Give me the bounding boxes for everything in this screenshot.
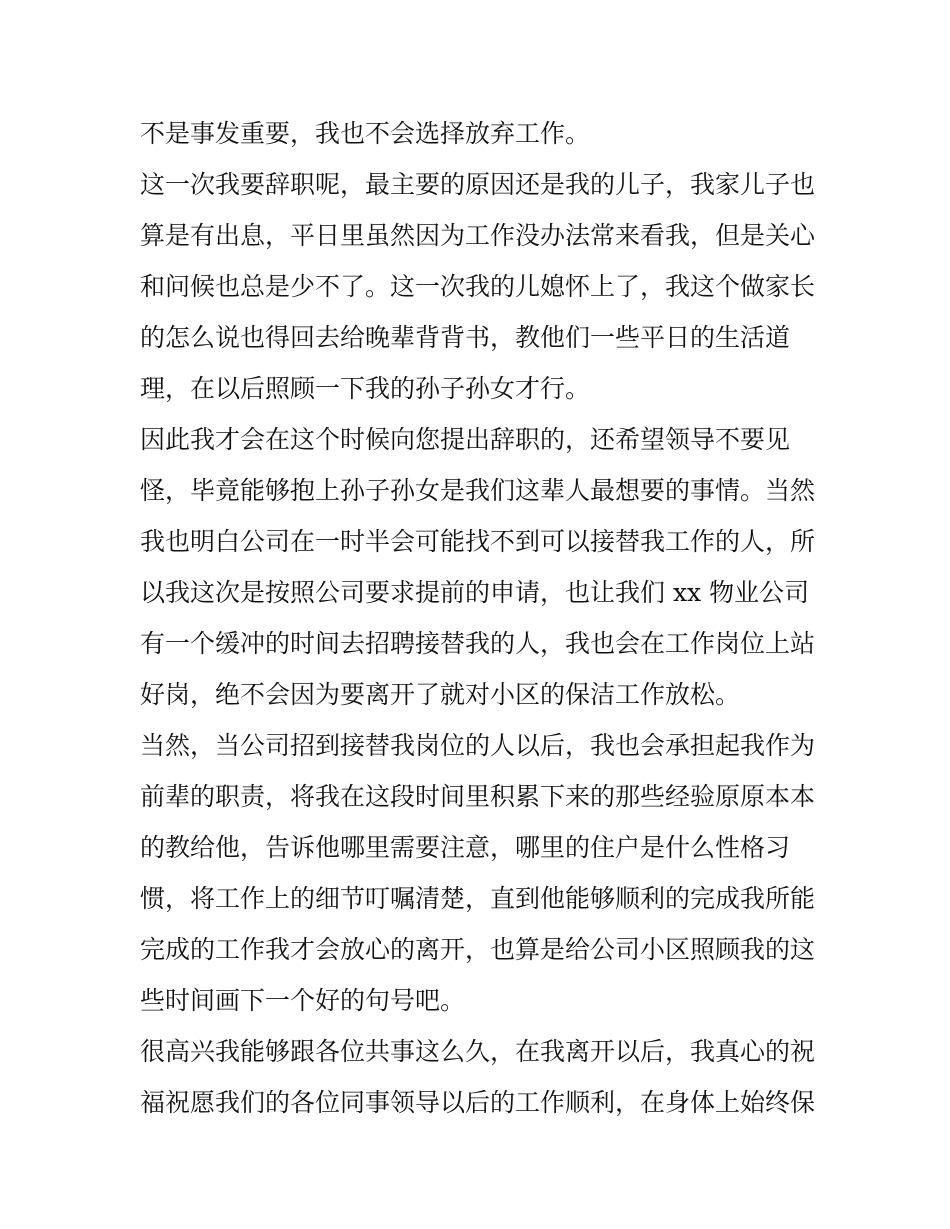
paragraph-5: [140, 1026, 816, 1128]
text-line: 不是事发重要，我也不会选择放弃工作。: [140, 119, 591, 148]
text-line: 怪，毕竟能够抱上孙子孙女是我们这辈人最想要的事情。当然: [140, 476, 816, 505]
document-body: [140, 108, 816, 1128]
text-line: 的教给他，告诉他哪里需要注意，哪里的住户是什么性格习: [140, 833, 791, 862]
text-line: 的怎么说也得回去给晚辈背背书，教他们一些平日的生活道: [140, 323, 791, 352]
text-line: 好岗，绝不会因为要离开了就对小区的保洁工作放松。: [140, 680, 741, 709]
paragraph-4: [140, 720, 816, 1026]
text-line: 算是有出息，平日里虽然因为工作没办法常来看我，但是关心: [140, 221, 816, 250]
text-line: 理，在以后照顾一下我的孙子孙女才行。: [140, 374, 591, 403]
text-line: 当然，当公司招到接替我岗位的人以后，我也会承担起我作为: [140, 731, 816, 760]
text-line: 很高兴我能够跟各位共事这么久，在我离开以后，我真心的祝: [140, 1037, 816, 1066]
paragraph-2: [140, 159, 816, 414]
text-line: 福祝愿我们的各位同事领导以后的工作顺利，在身体上始终保: [140, 1088, 816, 1117]
text-line: 这一次我要辞职呢，最主要的原因还是我的儿子，我家儿子也: [140, 170, 816, 199]
paragraph-3: [140, 414, 816, 720]
text-line: 完成的工作我才会放心的离开，也算是给公司小区照顾我的这: [140, 935, 816, 964]
text-line: 我也明白公司在一时半会可能找不到可以接替我工作的人，所: [140, 527, 816, 556]
text-line: 以我这次是按照公司要求提前的申请，也让我们 xx 物业公司: [140, 578, 810, 607]
text-line: 有一个缓冲的时间去招聘接替我的人，我也会在工作岗位上站: [140, 629, 816, 658]
paragraph-1: [140, 108, 816, 159]
text-line: 和问候也总是少不了。这一次我的儿媳怀上了，我这个做家长: [140, 272, 816, 301]
text-line: 因此我才会在这个时候向您提出辞职的，还希望领导不要见: [140, 425, 791, 454]
text-line: 惯，将工作上的细节叮嘱清楚，直到他能够顺利的完成我所能: [140, 884, 816, 913]
text-line: 前辈的职责，将我在这段时间里积累下来的那些经验原原本本: [140, 782, 816, 811]
text-line: 些时间画下一个好的句号吧。: [140, 986, 466, 1015]
